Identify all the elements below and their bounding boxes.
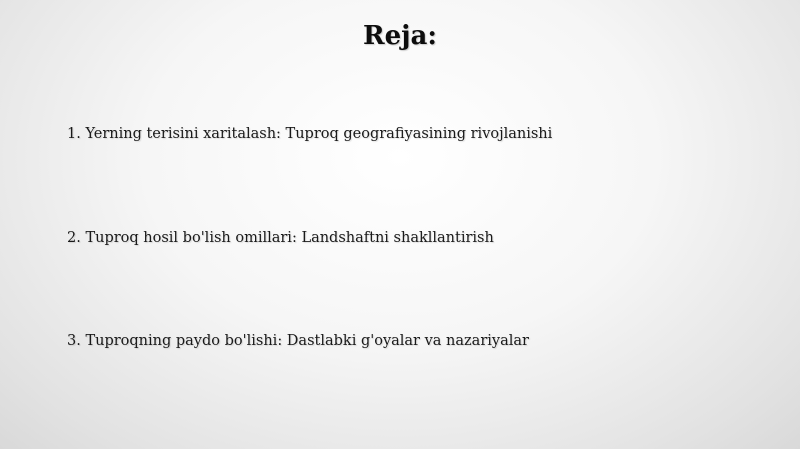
plan-item-2: 2. Tuproq hosil bo'lish omillari: Landshaftni shakllantirish	[67, 230, 494, 246]
plan-item-1: 1. Yerning terisini xaritalash: Tuproq geografiyasining rivojlanishi	[67, 126, 553, 142]
plan-item-3: 3. Tuproqning paydo bo'lishi: Dastlabki g'oyalar va nazariyalar	[67, 333, 529, 349]
plan-list	[67, 0, 767, 449]
slide-title: Reja:	[362, 21, 437, 51]
